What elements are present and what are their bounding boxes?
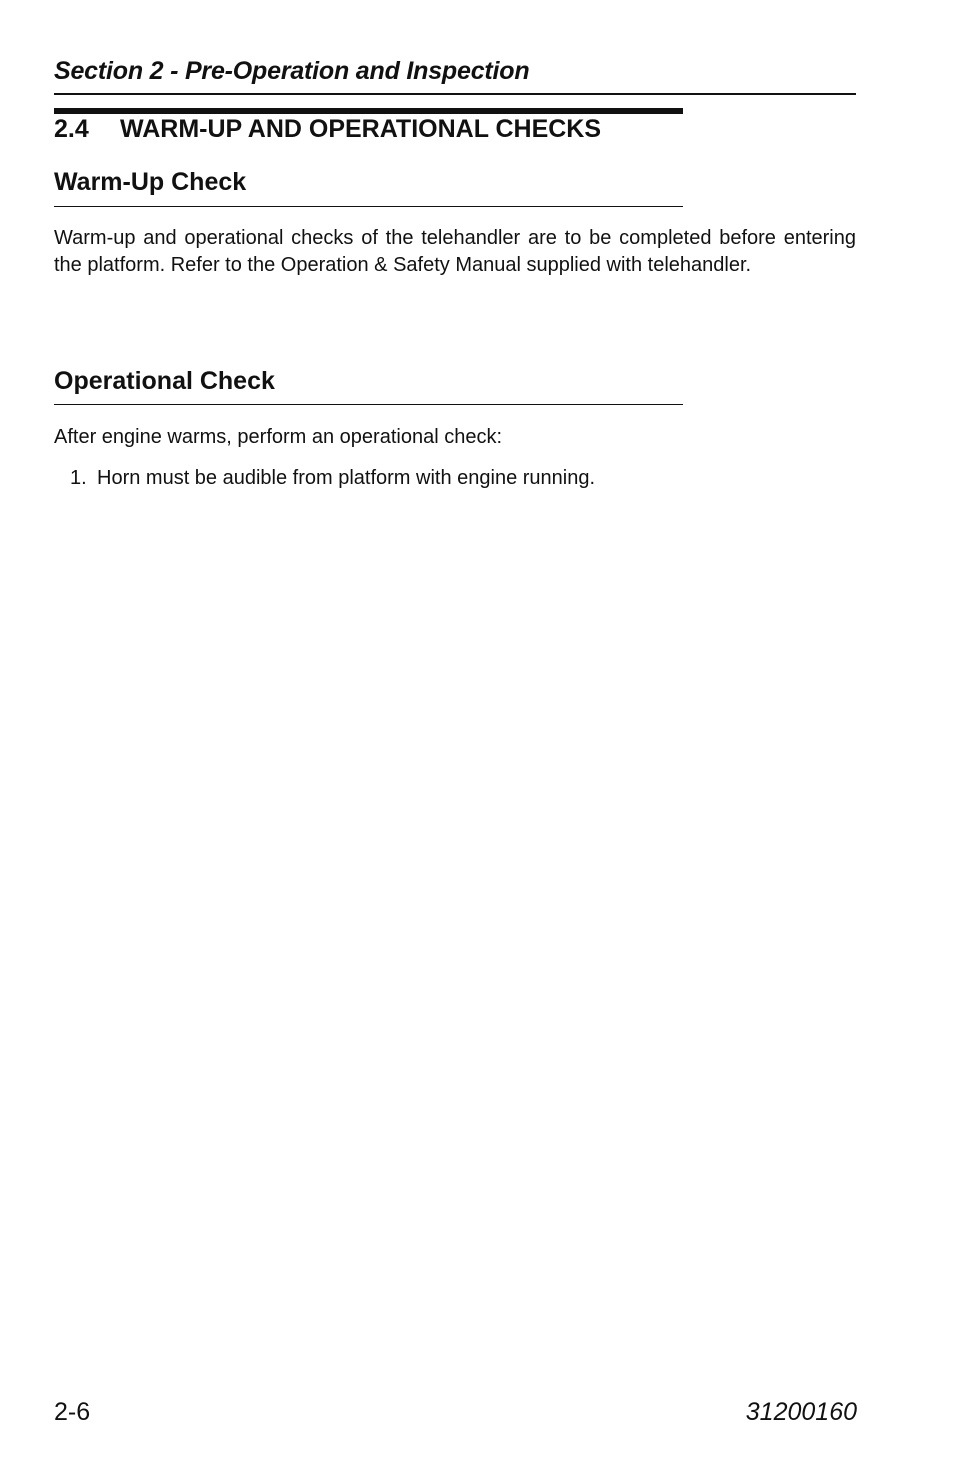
warmup-body: Warm-up and operational checks of the telehandler are to be completed before entering the platform. Refer to the Operation & Safety Manual supplied with telehandler. [54,227,856,276]
operational-intro: After engine warms, perform an operational check: [54,426,502,448]
document-number: 31200160 [745,1398,857,1426]
warmup-heading: Warm-Up Check [54,168,247,196]
section-title-text: WARM-UP AND OPERATIONAL CHECKS [120,115,602,143]
section-title-rule [54,108,683,114]
list-item-text: Horn must be audible from platform with engine running. [97,467,596,489]
page-number: 2-6 [54,1398,91,1426]
operational-heading-rule [54,404,683,405]
section-number: 2.4 [54,115,89,143]
header-rule [54,93,856,95]
operational-heading: Operational Check [54,367,275,395]
running-header: Section 2 - Pre-Operation and Inspection [54,57,530,85]
list-item-marker: 1. [70,467,87,489]
warmup-heading-rule [54,206,683,207]
section-title [54,115,601,144]
list-item [70,465,595,492]
